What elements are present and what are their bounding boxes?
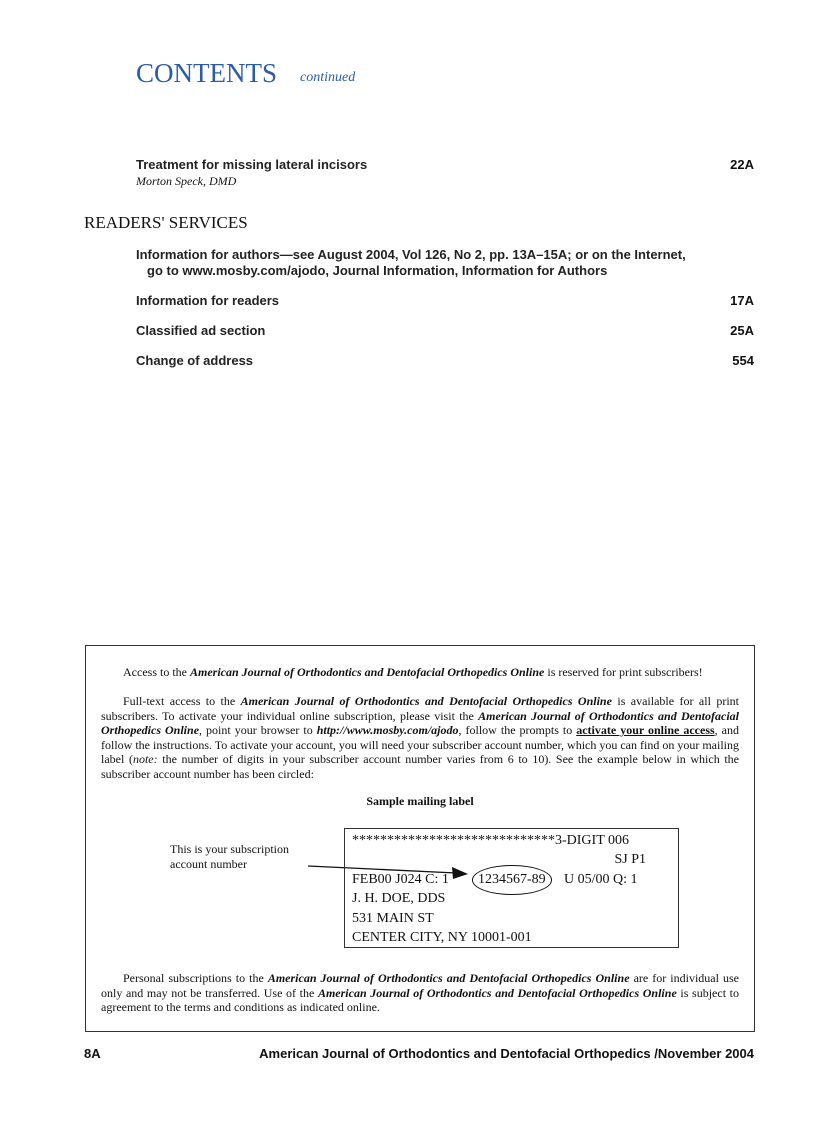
service-item[interactable]: Information for readers xyxy=(136,293,280,308)
page-title: CONTENTS xyxy=(136,58,277,88)
service-item[interactable]: Change of address xyxy=(136,353,254,368)
entry-author: Morton Speck, DMD xyxy=(136,174,237,188)
notice-paragraph-3: Personal subscriptions to the American Journal of Orthodontics and Dentofacial Orthopedics Online are for individual use only and may not be transferred. Use of the American Journal of Orthodontics and Dentofacial Orthopedics Online is subject to agreement to the terms and conditions as indicated online. xyxy=(101,971,740,1014)
sample-label-title: Sample mailing label xyxy=(366,794,474,808)
entry-title[interactable]: Treatment for missing lateral incisors xyxy=(136,157,368,172)
service-page: 25A xyxy=(730,323,754,338)
label-line: *****************************3-DIGIT 006 xyxy=(352,833,630,848)
footer-page-number: 8A xyxy=(84,1046,101,1061)
authors-info-line2: go to www.mosby.com/ajodo, Journal Information, Information for Authors xyxy=(147,263,608,278)
notice-paragraph-2: Full-text access to the American Journal of Orthodontics and Dentofacial Orthopedics Online is available for all print subscribers. To activate your individual online subscription, please visit the American Journal of Orthodontics and Dentofacial Orthopedics Online, point your browser to http://www.mosby.com/ajodo, follow the prompts to activate your online access, and follow the instructions. To activate your account, you will need your subscriber account number, which you can find on your mailing label (note: the number of digits in your subscriber account number varies from 6 to 10). See the example below in which the subscriber account number has been circled: xyxy=(101,694,740,781)
footer-journal: American Journal of Orthodontics and Dentofacial Orthopedics /November 2004 xyxy=(259,1046,754,1061)
label-line: SJ P1 xyxy=(614,852,646,867)
label-line: U 05/00 Q: 1 xyxy=(564,872,638,887)
authors-info-line1: Information for authors—see August 2004, Vol 126, No 2, pp. 13A–15A; or on the Internet, xyxy=(136,247,686,262)
section-heading: READERS' SERVICES xyxy=(84,213,248,232)
activate-link[interactable]: activate your online access xyxy=(576,723,715,737)
page-subtitle: continued xyxy=(300,70,356,85)
label-line: CENTER CITY, NY 10001-001 xyxy=(352,930,532,945)
callout-text: This is your subscription account number xyxy=(170,842,289,871)
service-item[interactable]: Classified ad section xyxy=(136,323,266,338)
service-page: 554 xyxy=(732,353,754,368)
label-line: 531 MAIN ST xyxy=(352,911,434,926)
label-line: FEB00 J024 C: 1 xyxy=(352,872,449,887)
label-line: J. H. DOE, DDS xyxy=(352,891,446,906)
online-access-notice xyxy=(85,645,755,1032)
entry-page: 22A xyxy=(730,157,754,172)
account-number-circled: 1234567-89 xyxy=(472,865,552,895)
journal-url[interactable]: http://www.mosby.com/ajodo xyxy=(316,723,459,737)
notice-paragraph-1: Access to the American Journal of Orthodontics and Dentofacial Orthopedics Online is reserved for print subscribers! xyxy=(123,665,703,679)
service-page: 17A xyxy=(730,293,754,308)
sample-mailing-label xyxy=(344,828,679,948)
